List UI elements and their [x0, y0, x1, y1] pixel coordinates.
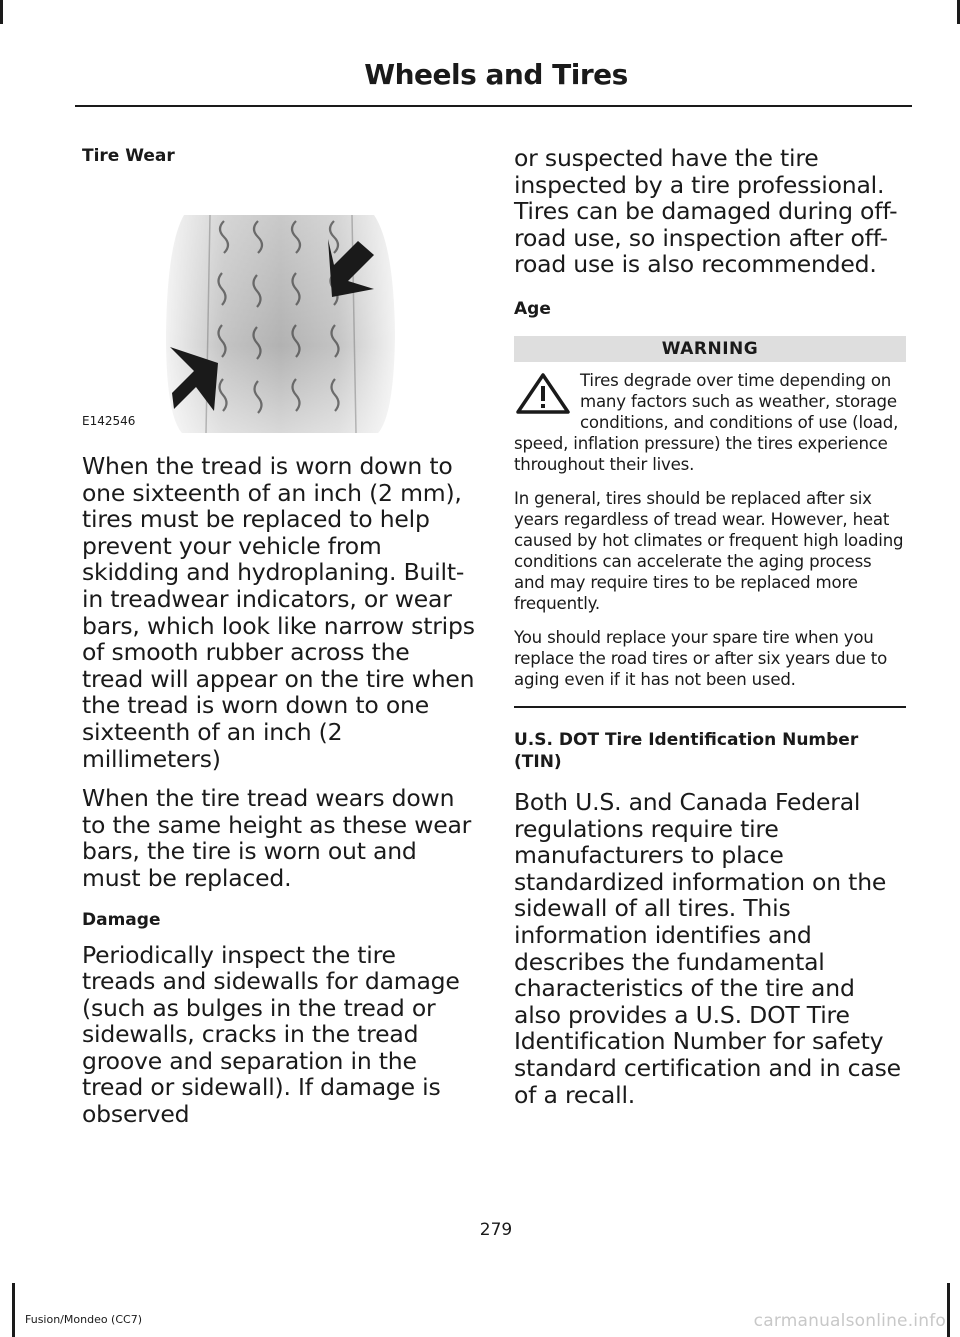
left-column — [82, 145, 476, 1128]
warning-box — [514, 336, 906, 475]
footer-model: Fusion/Mondeo (CC7) — [25, 1313, 143, 1326]
spare-tire-paragraph: You should replace your spare tire when you replace the road tires or after six years due to aging even if it has not been used. — [514, 627, 888, 689]
crop-mark-bottom-right — [947, 1283, 950, 1337]
page-number: 279 — [479, 1220, 513, 1240]
section-divider — [514, 706, 906, 708]
replacement-paragraph: In general, tires should be replaced after six years regardless of tread wear. However, heat caused by hot climates or frequent high loading conditions can accelerate the aging process and may require tires to be replaced more frequently. — [514, 488, 904, 613]
tire-tread-figure — [82, 185, 402, 433]
header-divider — [75, 105, 912, 107]
page-title: Wheels and Tires — [364, 58, 628, 91]
inspection-paragraph: or suspected have the tire inspected by a tire professional. Tires can be damaged during off-road use, so inspection after off-road use is also recommended. — [514, 144, 898, 279]
wear-bars-paragraph: When the tire tread wears down to the same height as these wear bars, the tire is worn out and must be replaced. — [82, 784, 472, 892]
tire-wear-paragraph: When the tread is worn down to one sixteenth of an inch (2 mm), tires must be replaced to help prevent your vehicle from skidding and hydroplaning. Built-in treadwear indicators, or wear bars, which look like narrow strips of smooth rubber across the tread will appear on the tire when the tread is worn down to one sixteenth of an inch (2 millimeters) — [82, 452, 475, 773]
tin-heading: U.S. DOT Tire Identification Number (TIN) — [514, 729, 859, 772]
tin-paragraph: Both U.S. and Canada Federal regulations require tire manufacturers to place standardized information on the sidewall of all tires. This information identifies and describes the fundamental characteristics of the tire and also provides a U.S. DOT Tire Identification Number for safety standard certification and in case of a recall. — [514, 787, 901, 1109]
crop-mark-bottom-left — [12, 1283, 15, 1337]
tire-wear-heading: Tire Wear — [82, 146, 175, 166]
crop-mark-top-left — [0, 0, 3, 24]
damage-paragraph: Periodically inspect the tire treads and sidewalls for damage (such as bulges in the tread or sidewalls, cracks in the tread groove and separation in the tread or sidewall). If damage is observed — [82, 940, 460, 1129]
right-column — [514, 145, 906, 1108]
tire-tread-illustration — [82, 185, 402, 433]
warning-triangle-icon — [514, 372, 572, 416]
watermark: carmanualsonline.info — [753, 1311, 946, 1331]
damage-heading: Damage — [82, 909, 161, 930]
warning-text: Tires degrade over time depending on many factors such as weather, storage conditions, and conditions of use (load, speed, inflation pressure) the tires experience throughout their lives. — [514, 370, 899, 474]
age-heading: Age — [514, 298, 551, 319]
figure-code: E142546 — [82, 414, 136, 428]
warning-header: WARNING — [514, 336, 906, 362]
warning-body — [514, 362, 906, 475]
